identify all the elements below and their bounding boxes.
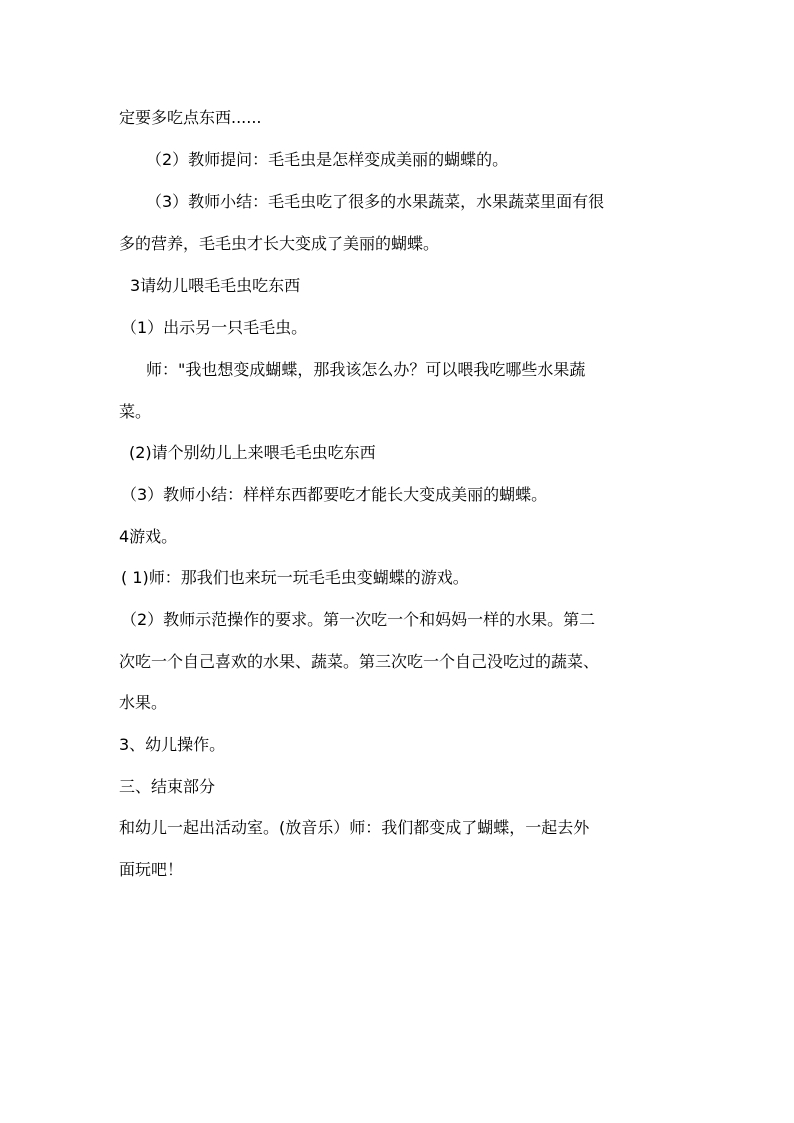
text-line-13: （2）教师示范操作的要求。第一次吃一个和妈妈一样的水果。第二	[121, 610, 596, 629]
text-line-12: ( 1)师：那我们也来玩一玩毛毛虫变蝴蝶的游戏。	[121, 568, 469, 587]
text-line-8: 菜。	[119, 402, 152, 421]
text-line-5: 3请幼儿喂毛毛虫吃东西	[130, 276, 301, 295]
text-line-2: （2）教师提问：毛毛虫是怎样变成美丽的蝴蝶的。	[146, 150, 509, 169]
text-line-3: （3）教师小结：毛毛虫吃了很多的水果蔬菜，水果蔬菜里面有很	[146, 192, 605, 211]
text-line-19: 面玩吧！	[119, 860, 184, 879]
text-line-7: 师："我也想变成蝴蝶，那我该怎么办？可以喂我吃哪些水果蔬	[146, 360, 586, 379]
text-line-16: 3、幼儿操作。	[119, 735, 226, 754]
text-line-6: （1）出示另一只毛毛虫。	[121, 318, 308, 337]
text-line-10: （3）教师小结：样样东西都要吃才能长大变成美丽的蝴蝶。	[121, 485, 548, 504]
text-line-11: 4游戏。	[119, 527, 178, 546]
text-line-18: 和幼儿一起出活动室。(放音乐）师：我们都变成了蝴蝶，一起去外	[119, 818, 590, 837]
text-line-14: 次吃一个自己喜欢的水果、蔬菜。第三次吃一个自己没吃过的蔬菜、	[119, 652, 600, 671]
text-line-17: 三、结束部分	[119, 777, 216, 796]
text-line-15: 水果。	[119, 693, 168, 712]
text-line-4: 多的营养，毛毛虫才长大变成了美丽的蝴蝶。	[119, 234, 440, 253]
text-line-1: 定要多吃点东西......	[119, 108, 262, 127]
text-line-9: (2)请个别幼儿上来喂毛毛虫吃东西	[129, 443, 376, 462]
